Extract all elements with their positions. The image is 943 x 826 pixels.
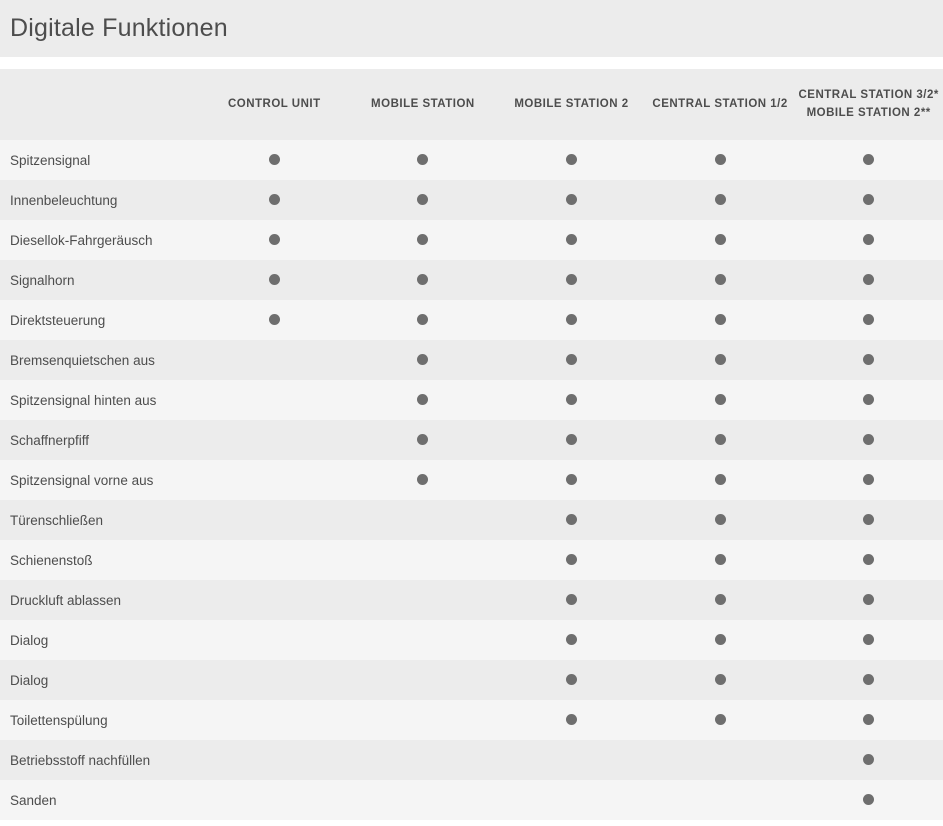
supported-dot-icon — [863, 634, 874, 645]
support-cell — [497, 420, 646, 460]
supported-dot-icon — [417, 434, 428, 445]
table-header-row — [0, 69, 943, 140]
support-cell — [794, 700, 943, 740]
supported-dot-icon — [566, 274, 577, 285]
column-header-line: CENTRAL STATION 3/2* — [798, 88, 939, 101]
supported-dot-icon — [863, 554, 874, 565]
function-name-cell: Bremsenquietschen aus — [0, 340, 200, 380]
support-cell — [646, 700, 795, 740]
supported-dot-icon — [566, 154, 577, 165]
support-cell — [646, 660, 795, 700]
supported-dot-icon — [715, 634, 726, 645]
table-row — [0, 340, 943, 380]
support-cell — [200, 540, 349, 580]
table-row — [0, 420, 943, 460]
support-cell — [794, 660, 943, 700]
support-cell — [646, 300, 795, 340]
supported-dot-icon — [715, 154, 726, 165]
support-cell — [200, 460, 349, 500]
title-table-spacer — [0, 57, 943, 69]
supported-dot-icon — [566, 594, 577, 605]
support-cell — [497, 140, 646, 180]
support-cell — [200, 380, 349, 420]
table-row — [0, 460, 943, 500]
supported-dot-icon — [269, 314, 280, 325]
supported-dot-icon — [715, 394, 726, 405]
supported-dot-icon — [566, 634, 577, 645]
support-cell — [200, 340, 349, 380]
support-cell — [794, 780, 943, 820]
supported-dot-icon — [566, 674, 577, 685]
support-cell — [349, 700, 498, 740]
support-cell — [349, 340, 498, 380]
supported-dot-icon — [417, 354, 428, 365]
supported-dot-icon — [863, 714, 874, 725]
support-cell — [200, 660, 349, 700]
support-cell — [200, 700, 349, 740]
support-cell — [646, 540, 795, 580]
supported-dot-icon — [715, 194, 726, 205]
support-cell — [497, 660, 646, 700]
supported-dot-icon — [417, 154, 428, 165]
support-cell — [646, 460, 795, 500]
function-name-cell: Sanden — [0, 780, 200, 820]
supported-dot-icon — [715, 714, 726, 725]
supported-dot-icon — [863, 674, 874, 685]
support-cell — [200, 180, 349, 220]
support-cell — [349, 380, 498, 420]
function-name-cell: Druckluft ablassen — [0, 580, 200, 620]
supported-dot-icon — [417, 394, 428, 405]
table-row — [0, 140, 943, 180]
support-cell — [646, 340, 795, 380]
table-row — [0, 260, 943, 300]
support-cell — [646, 580, 795, 620]
support-cell — [794, 500, 943, 540]
page-title-bar — [0, 0, 943, 57]
function-name-cell: Signalhorn — [0, 260, 200, 300]
support-cell — [497, 700, 646, 740]
supported-dot-icon — [566, 514, 577, 525]
supported-dot-icon — [863, 434, 874, 445]
table-row — [0, 220, 943, 260]
function-name-cell: Spitzensignal vorne aus — [0, 460, 200, 500]
table-row — [0, 580, 943, 620]
support-cell — [497, 500, 646, 540]
support-cell — [349, 780, 498, 820]
supported-dot-icon — [863, 274, 874, 285]
supported-dot-icon — [566, 354, 577, 365]
support-cell — [349, 260, 498, 300]
supported-dot-icon — [715, 594, 726, 605]
function-name-cell: Türenschließen — [0, 500, 200, 540]
supported-dot-icon — [417, 314, 428, 325]
support-cell — [794, 740, 943, 780]
supported-dot-icon — [863, 314, 874, 325]
function-name-cell: Direktsteuerung — [0, 300, 200, 340]
support-cell — [200, 740, 349, 780]
table-row — [0, 540, 943, 580]
support-cell — [200, 300, 349, 340]
function-name-cell: Dialog — [0, 660, 200, 700]
function-name-cell: Innenbeleuchtung — [0, 180, 200, 220]
supported-dot-icon — [715, 234, 726, 245]
supported-dot-icon — [417, 274, 428, 285]
table-row — [0, 740, 943, 780]
support-cell — [646, 500, 795, 540]
support-cell — [200, 220, 349, 260]
supported-dot-icon — [566, 394, 577, 405]
supported-dot-icon — [863, 354, 874, 365]
function-name-cell: Betriebsstoff nachfüllen — [0, 740, 200, 780]
supported-dot-icon — [863, 474, 874, 485]
column-header-mobile-station-2 — [497, 69, 646, 140]
function-name-cell: Spitzensignal hinten aus — [0, 380, 200, 420]
table-row — [0, 500, 943, 540]
support-cell — [794, 340, 943, 380]
support-cell — [794, 540, 943, 580]
supported-dot-icon — [715, 274, 726, 285]
support-cell — [646, 740, 795, 780]
supported-dot-icon — [269, 234, 280, 245]
support-cell — [200, 260, 349, 300]
supported-dot-icon — [269, 274, 280, 285]
support-cell — [349, 740, 498, 780]
page-title: Digitale Funktionen — [10, 14, 228, 42]
support-cell — [646, 380, 795, 420]
table-row — [0, 700, 943, 740]
support-cell — [794, 420, 943, 460]
support-cell — [349, 580, 498, 620]
supported-dot-icon — [863, 154, 874, 165]
table-row — [0, 180, 943, 220]
column-header-line: CENTRAL STATION 1/2 — [652, 97, 788, 110]
column-header-line: MOBILE STATION 2** — [806, 106, 931, 119]
support-cell — [349, 140, 498, 180]
support-cell — [349, 220, 498, 260]
supported-dot-icon — [715, 314, 726, 325]
support-cell — [349, 620, 498, 660]
function-name-cell: Dialog — [0, 620, 200, 660]
supported-dot-icon — [566, 474, 577, 485]
digital-functions-table — [0, 69, 943, 820]
supported-dot-icon — [863, 794, 874, 805]
supported-dot-icon — [566, 714, 577, 725]
supported-dot-icon — [417, 194, 428, 205]
column-header-line: MOBILE STATION — [371, 97, 475, 110]
support-cell — [646, 420, 795, 460]
supported-dot-icon — [417, 474, 428, 485]
function-name-cell: Diesellok-Fahrgeräusch — [0, 220, 200, 260]
support-cell — [349, 180, 498, 220]
support-cell — [794, 380, 943, 420]
supported-dot-icon — [269, 154, 280, 165]
table-row — [0, 380, 943, 420]
supported-dot-icon — [863, 394, 874, 405]
support-cell — [349, 500, 498, 540]
support-cell — [497, 620, 646, 660]
table-row — [0, 300, 943, 340]
support-cell — [497, 460, 646, 500]
supported-dot-icon — [715, 554, 726, 565]
support-cell — [794, 300, 943, 340]
support-cell — [497, 380, 646, 420]
support-cell — [349, 420, 498, 460]
supported-dot-icon — [715, 434, 726, 445]
support-cell — [794, 580, 943, 620]
support-cell — [646, 220, 795, 260]
supported-dot-icon — [863, 754, 874, 765]
column-header-central-station-3-2 — [794, 69, 943, 140]
support-cell — [646, 260, 795, 300]
column-header-mobile-station — [349, 69, 498, 140]
table-row — [0, 780, 943, 820]
function-name-cell: Schaffnerpfiff — [0, 420, 200, 460]
support-cell — [349, 460, 498, 500]
column-header-control-unit — [200, 69, 349, 140]
supported-dot-icon — [417, 234, 428, 245]
table-header — [0, 69, 943, 140]
support-cell — [794, 220, 943, 260]
support-cell — [794, 620, 943, 660]
supported-dot-icon — [715, 514, 726, 525]
column-header-central-station-1-2 — [646, 69, 795, 140]
supported-dot-icon — [715, 354, 726, 365]
support-cell — [200, 420, 349, 460]
support-cell — [200, 500, 349, 540]
table-row — [0, 620, 943, 660]
supported-dot-icon — [863, 594, 874, 605]
support-cell — [497, 780, 646, 820]
support-cell — [200, 780, 349, 820]
support-cell — [349, 300, 498, 340]
supported-dot-icon — [566, 194, 577, 205]
supported-dot-icon — [566, 234, 577, 245]
support-cell — [497, 180, 646, 220]
supported-dot-icon — [863, 514, 874, 525]
support-cell — [497, 300, 646, 340]
supported-dot-icon — [863, 194, 874, 205]
supported-dot-icon — [566, 314, 577, 325]
function-name-cell: Toilettenspülung — [0, 700, 200, 740]
support-cell — [646, 140, 795, 180]
support-cell — [349, 660, 498, 700]
support-cell — [200, 620, 349, 660]
support-cell — [200, 580, 349, 620]
support-cell — [794, 460, 943, 500]
table-row — [0, 660, 943, 700]
supported-dot-icon — [715, 674, 726, 685]
support-cell — [497, 580, 646, 620]
column-header-line: MOBILE STATION 2 — [514, 97, 629, 110]
support-cell — [349, 540, 498, 580]
support-cell — [200, 140, 349, 180]
supported-dot-icon — [863, 234, 874, 245]
column-header-function — [0, 69, 200, 140]
function-name-cell: Spitzensignal — [0, 140, 200, 180]
support-cell — [646, 620, 795, 660]
support-cell — [794, 260, 943, 300]
supported-dot-icon — [269, 194, 280, 205]
supported-dot-icon — [715, 474, 726, 485]
support-cell — [646, 780, 795, 820]
support-cell — [497, 340, 646, 380]
function-name-cell: Schienenstoß — [0, 540, 200, 580]
support-cell — [794, 180, 943, 220]
support-cell — [497, 220, 646, 260]
support-cell — [794, 140, 943, 180]
supported-dot-icon — [566, 554, 577, 565]
support-cell — [497, 260, 646, 300]
supported-dot-icon — [566, 434, 577, 445]
support-cell — [497, 740, 646, 780]
support-cell — [497, 540, 646, 580]
table-body — [0, 140, 943, 820]
column-header-line: CONTROL UNIT — [227, 97, 321, 110]
support-cell — [646, 180, 795, 220]
